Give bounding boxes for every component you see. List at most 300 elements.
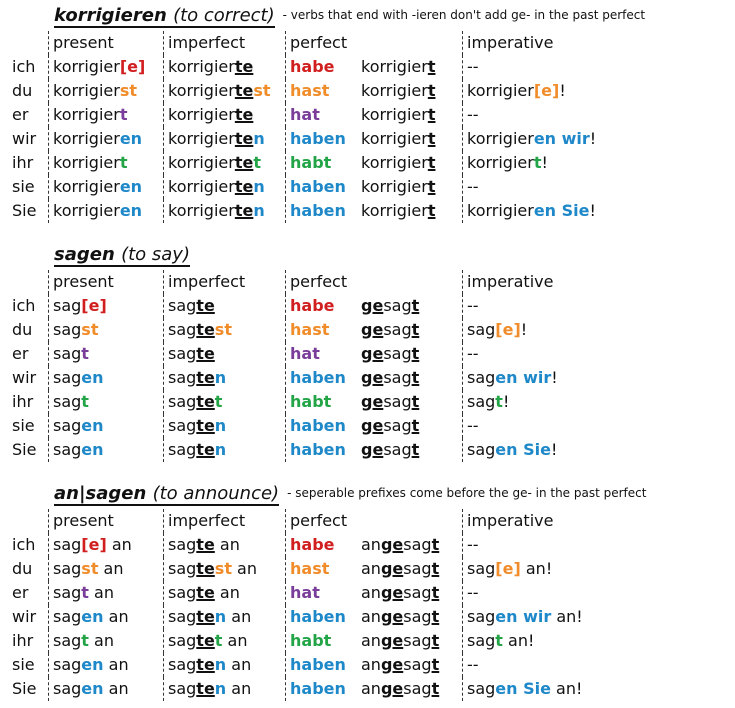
participle-ending: t (431, 559, 440, 578)
participle-ge: ge (380, 583, 404, 602)
participle-stem: sag (383, 296, 412, 315)
auxiliary-verb: habe (285, 533, 335, 557)
imperative-tail: ! (520, 320, 528, 339)
imperfect-te-marker: te (234, 201, 254, 220)
imperative-stem: sag (467, 440, 496, 459)
participle-stem: sag (403, 655, 432, 674)
imperfect-stem: sag (168, 392, 197, 411)
imperative-stem: korrigier (467, 153, 534, 172)
imperfect-form (163, 103, 253, 127)
imperfect-form (163, 581, 240, 605)
verb-translation: (to say) (121, 244, 190, 265)
present-form (48, 581, 114, 605)
present-stem: sag (53, 440, 82, 459)
participle-ending: t (427, 105, 436, 124)
imperative-form (462, 366, 558, 390)
present-form (48, 127, 142, 151)
imperative-form (462, 533, 479, 557)
auxiliary-verb: hat (285, 103, 320, 127)
participle-prefix: an (361, 559, 381, 578)
participle-ending: t (431, 655, 440, 674)
participle-ge: ge (380, 535, 404, 554)
table-row (0, 605, 735, 629)
imperfect-stem: korrigier (168, 177, 235, 196)
present-ending: t (81, 344, 89, 363)
imperfect-ending: t (253, 153, 261, 172)
auxiliary-verb: habt (285, 629, 331, 653)
participle-stem: sag (403, 679, 432, 698)
participle (361, 557, 439, 581)
imperfect-te-marker: te (196, 607, 215, 626)
table-row (0, 581, 735, 605)
imperfect-form (163, 294, 215, 318)
present-form (48, 55, 145, 79)
imperative-form (462, 103, 479, 127)
table-row (0, 653, 735, 677)
imperfect-stem: korrigier (168, 105, 235, 124)
column-header: present (48, 509, 114, 533)
auxiliary-verb: haben (285, 199, 346, 223)
imperative-stem: korrigier (467, 81, 534, 100)
imperfect-prefix: an (231, 559, 257, 578)
participle (361, 79, 435, 103)
participle-ge: ge (380, 679, 404, 698)
pronoun: ich (12, 535, 36, 554)
imperative-tail: ! (502, 392, 510, 411)
column-header: present (48, 270, 114, 294)
participle-stem: sag (403, 607, 432, 626)
imperative-ending: [e] (495, 559, 521, 578)
imperative-ending: en Sie (495, 679, 551, 698)
participle-prefix: an (361, 655, 381, 674)
pronoun: Sie (12, 440, 37, 459)
present-stem: sag (53, 320, 82, 339)
present-stem: korrigier (53, 129, 120, 148)
imperfect-stem: sag (168, 296, 197, 315)
imperfect-te-marker: te (196, 535, 215, 554)
pronoun: ihr (12, 392, 34, 411)
participle-ending: t (431, 607, 440, 626)
participle-stem: sag (403, 631, 432, 650)
present-form (48, 294, 107, 318)
table-row (0, 103, 735, 127)
imperfect-stem: korrigier (168, 201, 235, 220)
participle-ending: t (411, 440, 420, 459)
pronoun: er (12, 583, 29, 602)
present-form (48, 103, 127, 127)
present-ending: [e] (81, 535, 107, 554)
present-stem: sag (53, 607, 82, 626)
table-row (0, 533, 735, 557)
imperfect-form (163, 127, 265, 151)
imperative-tail: ! (541, 153, 548, 172)
present-ending: en (119, 201, 143, 220)
imperative-ending: en wir (495, 368, 552, 387)
imperfect-stem: sag (168, 535, 197, 554)
auxiliary-verb: haben (285, 414, 346, 438)
participle (361, 55, 435, 79)
imperative-tail: ! (589, 201, 596, 220)
present-ending: [e] (81, 296, 107, 315)
present-ending: en (81, 440, 104, 459)
participle (361, 342, 419, 366)
imperfect-prefix: an (214, 535, 240, 554)
participle-prefix: an (361, 679, 381, 698)
pronoun: ihr (12, 631, 34, 650)
verb-section-0 (0, 0, 735, 230)
imperative-stem: -- (467, 105, 479, 124)
present-ending: st (119, 81, 137, 100)
present-stem: korrigier (53, 105, 120, 124)
present-ending: st (81, 320, 99, 339)
pronoun: er (12, 105, 29, 124)
imperative-stem: sag (467, 679, 496, 698)
present-form (48, 557, 124, 581)
verb-title-line (54, 484, 646, 508)
participle-ending: t (431, 583, 440, 602)
imperfect-te-marker: te (234, 177, 254, 196)
present-ending: t (119, 105, 128, 124)
imperative-form (462, 127, 596, 151)
imperative-stem: sag (467, 368, 496, 387)
participle (361, 533, 439, 557)
participle-stem: korrigier (361, 177, 428, 196)
imperfect-te-marker: te (196, 392, 215, 411)
participle-stem: sag (383, 368, 412, 387)
imperfect-form (163, 175, 265, 199)
verb-translation: (to announce) (152, 483, 280, 504)
table-row (0, 414, 735, 438)
participle-stem: korrigier (361, 201, 428, 220)
imperative-stem: -- (467, 583, 479, 602)
imperative-stem: -- (467, 535, 479, 554)
table-row (0, 175, 735, 199)
imperfect-stem: sag (168, 655, 197, 674)
participle-ending: t (431, 535, 440, 554)
imperative-stem: sag (467, 631, 496, 650)
imperfect-ending: st (214, 320, 232, 339)
present-form (48, 151, 127, 175)
verb-section-1 (0, 239, 735, 469)
present-stem: sag (53, 655, 82, 674)
participle (361, 127, 435, 151)
present-stem: korrigier (53, 57, 120, 76)
column-header: perfect (285, 270, 347, 294)
imperfect-prefix: an (226, 679, 252, 698)
column-header: imperative (462, 509, 553, 533)
participle-ending: t (411, 392, 420, 411)
imperative-stem: sag (467, 559, 496, 578)
auxiliary-verb: habt (285, 151, 331, 175)
imperfect-te-marker: te (196, 416, 215, 435)
imperative-tail: an! (550, 679, 583, 698)
imperative-tail: an! (502, 631, 535, 650)
auxiliary-verb: hat (285, 581, 320, 605)
imperfect-ending: st (214, 559, 232, 578)
imperfect-form (163, 653, 251, 677)
imperative-form (462, 151, 548, 175)
participle-ending: t (411, 368, 420, 387)
imperative-form (462, 199, 596, 223)
imperative-tail: ! (551, 368, 558, 387)
imperative-stem: -- (467, 57, 479, 76)
present-form (48, 366, 104, 390)
present-form (48, 653, 129, 677)
imperative-stem: korrigier (467, 201, 534, 220)
imperfect-ending: t (214, 631, 223, 650)
participle-ending: t (411, 344, 420, 363)
participle-ending: t (427, 201, 436, 220)
verb-section-2 (0, 478, 735, 708)
imperfect-prefix: an (214, 583, 240, 602)
pronoun: wir (12, 368, 37, 387)
imperfect-ending: n (214, 607, 227, 626)
participle-ge: ge (380, 631, 404, 650)
imperative-stem: -- (467, 655, 479, 674)
auxiliary-verb: hast (285, 79, 329, 103)
imperative-form (462, 581, 479, 605)
participle (361, 414, 419, 438)
present-stem: sag (53, 296, 82, 315)
imperfect-stem: korrigier (168, 129, 235, 148)
imperative-stem: -- (467, 416, 479, 435)
participle-prefix: an (361, 535, 381, 554)
imperative-ending: t (495, 631, 503, 650)
participle-ge: ge (380, 559, 404, 578)
imperfect-te-marker: te (196, 296, 215, 315)
present-prefix: an (88, 583, 114, 602)
present-ending: t (119, 153, 128, 172)
participle (361, 294, 419, 318)
imperfect-stem: korrigier (168, 81, 235, 100)
imperfect-stem: sag (168, 583, 197, 602)
imperfect-form (163, 390, 222, 414)
present-stem: korrigier (53, 153, 120, 172)
present-form (48, 677, 129, 701)
column-header: imperfect (163, 270, 245, 294)
imperfect-form (163, 55, 253, 79)
present-prefix: an (103, 679, 129, 698)
table-row (0, 127, 735, 151)
participle-stem: korrigier (361, 81, 428, 100)
present-form (48, 533, 132, 557)
imperative-stem: -- (467, 177, 479, 196)
present-stem: korrigier (53, 201, 120, 220)
imperative-ending: en Sie (533, 201, 590, 220)
imperative-stem: sag (467, 392, 496, 411)
imperfect-ending: n (253, 129, 265, 148)
participle (361, 151, 435, 175)
imperative-stem: -- (467, 296, 479, 315)
pronoun: du (12, 81, 33, 100)
table-row (0, 629, 735, 653)
verb-infinitive: korrigieren (54, 5, 167, 26)
imperative-stem: sag (467, 320, 496, 339)
present-ending: [e] (119, 57, 146, 76)
participle-stem: sag (383, 416, 412, 435)
participle-ge: ge (361, 296, 384, 315)
present-ending: t (81, 583, 89, 602)
participle-ge: ge (361, 320, 384, 339)
participle-stem: korrigier (361, 129, 428, 148)
imperative-tail: ! (559, 81, 566, 100)
imperative-form (462, 175, 479, 199)
table-row (0, 55, 735, 79)
table-row (0, 151, 735, 175)
participle (361, 438, 419, 462)
imperfect-prefix: an (222, 631, 248, 650)
participle (361, 629, 439, 653)
imperfect-ending: t (214, 392, 223, 411)
participle-ending: t (427, 81, 436, 100)
present-form (48, 414, 104, 438)
imperfect-ending: n (214, 368, 227, 387)
present-ending: en (81, 679, 104, 698)
participle-stem: korrigier (361, 57, 428, 76)
imperfect-form (163, 199, 265, 223)
participle-prefix: an (361, 583, 381, 602)
imperative-tail: an! (551, 607, 583, 626)
participle-stem: sag (403, 583, 432, 602)
imperfect-te-marker: te (234, 129, 254, 148)
table-row (0, 390, 735, 414)
pronoun: Sie (12, 201, 37, 220)
present-stem: sag (53, 416, 82, 435)
verb-title-line (54, 245, 190, 269)
imperative-form (462, 677, 582, 701)
present-form (48, 318, 98, 342)
pronoun: wir (12, 607, 37, 626)
pronoun: sie (12, 416, 35, 435)
column-header: imperfect (163, 509, 245, 533)
imperfect-te-marker: te (234, 153, 254, 172)
imperative-tail: ! (589, 129, 597, 148)
participle-stem: sag (403, 559, 432, 578)
imperative-ending: [e] (533, 81, 560, 100)
present-stem: korrigier (53, 81, 120, 100)
table-row (0, 438, 735, 462)
pronoun: sie (12, 177, 35, 196)
participle-ending: t (427, 177, 436, 196)
participle-stem: sag (383, 392, 412, 411)
present-stem: sag (53, 392, 82, 411)
column-header: perfect (285, 509, 347, 533)
verb-title (54, 6, 275, 28)
verb-title-line (54, 6, 645, 30)
imperfect-form (163, 414, 226, 438)
imperfect-ending: n (253, 201, 265, 220)
imperative-form (462, 390, 509, 414)
table-row (0, 294, 735, 318)
imperative-form (462, 653, 479, 677)
imperfect-form (163, 629, 247, 653)
auxiliary-verb: haben (285, 175, 346, 199)
participle-ge: ge (361, 440, 384, 459)
imperfect-form (163, 677, 251, 701)
participle-ending: t (411, 416, 420, 435)
participle-stem: sag (383, 320, 412, 339)
imperfect-stem: sag (168, 559, 197, 578)
pronoun: ich (12, 296, 36, 315)
pronoun: ihr (12, 153, 34, 172)
column-header: imperfect (163, 31, 245, 55)
participle-stem: sag (383, 440, 412, 459)
imperfect-te-marker: te (196, 655, 215, 674)
column-header: imperative (462, 31, 553, 55)
pronoun: du (12, 320, 33, 339)
pronoun: du (12, 559, 33, 578)
participle (361, 103, 435, 127)
column-header: perfect (285, 31, 347, 55)
imperfect-te-marker: te (234, 105, 254, 124)
imperative-form (462, 414, 479, 438)
column-header: imperative (462, 270, 553, 294)
imperative-form (462, 55, 479, 79)
imperfect-form (163, 557, 257, 581)
present-form (48, 390, 89, 414)
present-ending: en (119, 177, 143, 196)
table-row (0, 342, 735, 366)
auxiliary-verb: haben (285, 438, 346, 462)
auxiliary-verb: haben (285, 653, 346, 677)
present-form (48, 438, 104, 462)
participle-prefix: an (361, 631, 381, 650)
imperfect-te-marker: te (196, 344, 215, 363)
imperfect-stem: korrigier (168, 153, 235, 172)
participle-ge: ge (361, 392, 384, 411)
imperfect-form (163, 438, 226, 462)
imperfect-ending: st (253, 81, 271, 100)
present-ending: t (81, 631, 89, 650)
present-prefix: an (106, 535, 132, 554)
participle-stem: sag (383, 344, 412, 363)
present-form (48, 199, 142, 223)
imperfect-stem: sag (168, 320, 197, 339)
present-ending: en (119, 129, 143, 148)
imperfect-te-marker: te (234, 57, 254, 76)
participle-ending: t (411, 296, 420, 315)
participle-prefix: an (361, 607, 381, 626)
imperfect-form (163, 79, 271, 103)
imperfect-stem: sag (168, 631, 197, 650)
auxiliary-verb: haben (285, 605, 346, 629)
imperfect-te-marker: te (196, 368, 215, 387)
imperative-form (462, 342, 479, 366)
participle-ge: ge (380, 607, 404, 626)
imperfect-te-marker: te (196, 583, 215, 602)
pronoun: ich (12, 57, 36, 76)
imperfect-ending: n (214, 655, 227, 674)
imperfect-form (163, 342, 215, 366)
imperfect-te-marker: te (196, 320, 215, 339)
participle (361, 390, 419, 414)
participle (361, 677, 439, 701)
imperative-form (462, 79, 566, 103)
auxiliary-verb: habe (285, 294, 335, 318)
imperative-form (462, 438, 557, 462)
imperative-ending: [e] (495, 320, 521, 339)
imperative-stem: sag (467, 607, 496, 626)
auxiliary-verb: hast (285, 557, 329, 581)
participle (361, 581, 439, 605)
present-prefix: an (88, 631, 114, 650)
verb-note: - verbs that end with -ieren don't add ge- in the past perfect (282, 8, 646, 22)
column-header: present (48, 31, 114, 55)
imperative-ending: en wir (533, 129, 590, 148)
participle (361, 653, 439, 677)
table-row (0, 79, 735, 103)
auxiliary-verb: hat (285, 342, 320, 366)
